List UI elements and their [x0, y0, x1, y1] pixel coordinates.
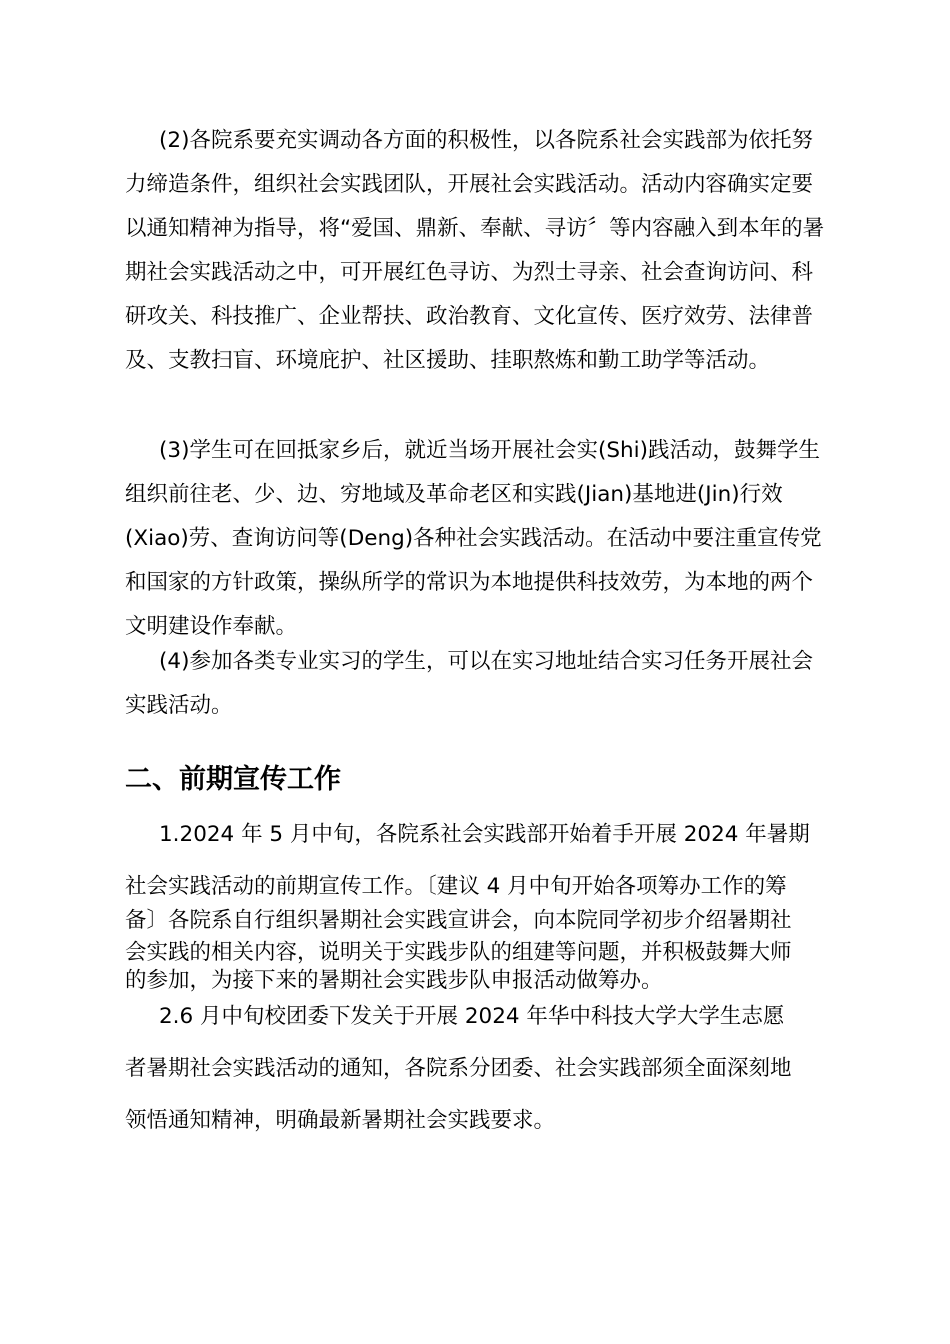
paragraph-item-3: (3)学生可在回抵家乡后，就近当场开展社会实(Shi)践活动，鼓舞学生组织前往老、少、边、穷地域及革命老区和实践(Jian)基地进(Jin)行效(Xiao)劳、查询访问等(Deng)各种社会实践活动。在活动中要注重宣传党和国家的方针政策，操纵所学的常识为本地提供科技效劳，为本地的两个文明建设作奉献。 [125, 438, 822, 639]
text-line: 2.6 月中旬校团委下发关于开展 2024 年华中科技大学大学生志愿 [159, 1004, 785, 1029]
text-line: 社会实践活动的前期宣传工作。〔建议 4 月中旬开始各项筹办工作的筹 [125, 874, 787, 899]
text-line: 领悟通知精神，明确最新暑期社会实践要求。 [125, 1108, 556, 1133]
text-line: 者暑期社会实践活动的通知，各院系分团委、社会实践部须全面深刻地 [125, 1056, 792, 1081]
paragraph-item-4: (4)参加各类专业实习的学生，可以在实习地址结合实习任务开展社会实践活动。 [125, 649, 813, 718]
text-line: 会实践的相关内容，说明关于实践步队的组建等问题，并积极鼓舞大师 [125, 940, 792, 965]
paragraph-item-2: (2)各院系要充实调动各方面的积极性，以各院系社会实践部为依托努力缔造条件，组织社会实践团队，开展社会实践活动。活动内容确实定要以通知精神为指导，将“爱国、鼎新、奉献、寻访〞等内容融入到本年的暑期社会实践活动之中，可开展红色寻访、为烈士寻亲、社会查询访问、科研攻关、科技推广、企业帮扶、政治教育、文化宣传、医疗效劳、法律普及、支教扫盲、环境庇护、社区援助、挂职熬炼和勤工助学等活动。 [125, 128, 825, 373]
text-line: 备〕各院系自行组织暑期社会实践宣讲会，向本院同学初步介绍暑期社 [125, 908, 792, 933]
text-line: 的参加，为接下来的暑期社会实践步队申报活动做筹办。 [125, 968, 663, 993]
section-heading: 二、前期宣传工作 [125, 764, 341, 795]
text-line: 1.2024 年 5 月中旬，各院系社会实践部开始着手开展 2024 年暑期 [159, 822, 810, 847]
